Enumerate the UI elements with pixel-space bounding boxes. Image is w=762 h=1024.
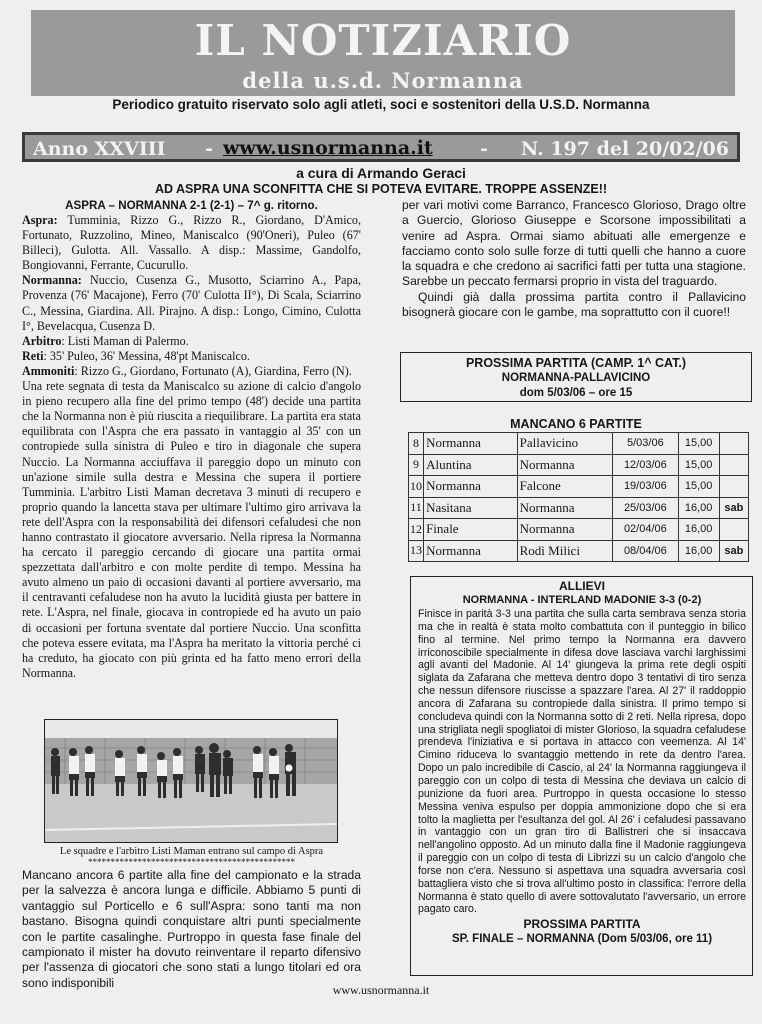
goals-line: Reti: 35' Puleo, 36' Messina, 48'pt Maniscalco. (22, 348, 250, 363)
table-row: 9 Aluntina Normanna 12/03/06 15,00 (409, 454, 749, 476)
allievi-title: ALLIEVI (558, 579, 605, 593)
main-headline: AD ASPRA UNA SCONFITTA CHE SI POTEVA EVITARE. TROPPE ASSENZE!! (154, 182, 608, 196)
website-link[interactable]: www.usnormanna.it (223, 137, 433, 159)
next-match-title: PROSSIMA PARTITA (CAMP. 1^ CAT.) (465, 356, 687, 370)
table-row: 10 Normanna Falcone 19/03/06 15,00 (409, 476, 749, 498)
issue-number: N. 197 del 20/02/06 (520, 138, 729, 160)
players-entering-field-image (45, 720, 337, 842)
allievi-report-body: Finisce in parità 3-3 una partita che sulla carta sembrava senza storia ma che in realtà è stata molto combattuta con il punteggio in bilico fino al termine. Nel primo tempo la Normanna era davvero irriconoscibile specialmente in difesa dove lasciava varchi larghissimi agli avanti del Madonie. Al 14' giungeva la prima rete degli ospiti siglata da Zafarana che metteva dentro dopo 3 tentativi di tiro senza che nessun difensore riuscisse a spazzare l'area. Al 27' il raddoppio ancora di Zafarana su contropiede dalla sinistra. Il primo tempo si concludeva quindi con la Normanna sotto di 2 reti. Nella ripresa, dopo una strigliata negli spogliatoi di mister Glorioso, la squadra cefaludese prendeva l'iniziativa e si portava in attacco con veemenza. Al 14' Cimino riduceva lo svantaggio mettendo in rete da dentro l'area. Dopo un palo incredibile di Cascio, al 24' la Normanna raggiungeva il pareggio con un colpo di testa di Messina che deviava un calcio di punizione da fuori area. Purtroppo in questa occasione lo stesso Messina veniva espulso per doppia ammonizione dopo che si era tolto la maglietta per l'esultanza del gol. Al 26' i cefaludesi passavano in vantaggio con un gran tiro di Ballistreri che si insaccava nell'angolino opposto. Ad un minuto dalla fine il Madonie raggiungeva il pareggio con un colpo di testa di Librizzi su un calcio d'angolo che forse non c'era. Nessuno si aspettava una squadra avversaria così battagliera visto che si trova all'ultimo posto in classifica: l'errore della Normanna è stato quello di avere sottovalutato l'avversario, un errore pagato caro. (418, 608, 746, 916)
section-divider: ********************************************** (88, 857, 295, 867)
next-match-box (400, 352, 752, 402)
allievi-match-line: NORMANNA - INTERLAND MADONIE 3-3 (0-2) (462, 594, 702, 606)
match-report (22, 198, 361, 681)
newspaper-title: IL NOTIZIARIO (194, 16, 572, 65)
table-row: 12 Finale Normanna 02/04/06 16,00 (409, 519, 749, 541)
table-row: 13 Normanna Rodì Milici 08/04/06 16,00 sab (409, 540, 749, 562)
lineup-aspra: Aspra: Tumminia, Rizzo G., Rizzo R., Giordano, D'Amico, Fortunato, Ruzzolino, Mineo, Maniscalco (90'Oneri), Puleo (67' Billeci), Gulotta. All. Vassallo. A disp.: Massime, Gandolfo, Bongiovanni, Ferrante, Cucurullo. (22, 213, 361, 273)
season-outlook-text: Mancano ancora 6 partite alla fine del campionato e la strada per la salvezza è ancora lunga e difficile. Abbiamo 5 punti di vantaggio sul Porticello e 6 sull'Aspra: sono tanti ma non bastano. Bisogna quindi conquistare altri punti specialmente con le partite casalinghe. Purtroppo in questa fase finale del campionato il mister ha dovuto reinventare il reparto difensivo per l'assenza di giocatori che sono stati a lungo titolari ed ora sono indisponibili (22, 868, 361, 990)
outlook-paragraph-1: per vari motivi come Barranco, Francesco Glorioso, Drago oltre a Guercio, Glorioso Giuseppe e Scorsone impossibilitati a venire ad Aspra. Ormai siamo abituati alle emergenze e facciamo conto solo sulle forze di tutti quelli che hanno a cuore la squadra e che credono ai sacrifici fatti per tutta una stagione. Sarebbe un peccato fermarsi proprio in vista del traguardo. (402, 198, 746, 289)
table-row: 11 Nasitana Normanna 25/03/06 16,00 sab (409, 497, 749, 519)
match-report-body: Una rete segnata di testa da Maniscalco su azione di calcio d'angolo in pieno recupero alla fine del primo tempo (48') decide una partita che la Normanna non è più riuscita a riequilibrare. La partita era stata equilibrata con l'Aspra che era passato in vantaggio al 35' con un contropiede sulla sinistra di Puleo e tiro in diagonale che supera Nuccio. La Normanna acciuffava il pareggio dopo un minuto con un'azione simile sulla destra e Messina che supera il portiere Tumminia. L'arbitro Listi Maman decretava 3 minuti di recupero e proprio quando la lancetta stava per ultimare l'ultimo giro arrivava la rete dell'Aspra con la responsabilità dei difensori cefaludesi che non hanno contrastato il giocatore avversario. Nella ripresa la Normanna ha cercato il pareggio cercando di giocare una partita ormai spezzettata dall'arbitro e con molte perdite di tempo. Messina ha avuto almeno un paio di occasioni davanti al portiere avversario, ma il centravanti cefaludese non ha avuto la lucidità giusta per battere in rete. L'Aspra, nel finale, giocava in contropiede ed ha avuto un paio di occasioni per fortuna sventate dal portiere Nuccio. Una sconfitta che poteva essere evitata, ma l'Aspra ha meritato la vittoria perché ci ha creduto, ha giocato con più grinta ed ha fatto meno errori della Normanna. (22, 379, 361, 680)
tagline: Periodico gratuito riservato solo agli atleti, soci e sostenitori della U.S.D. Normanna (112, 97, 650, 112)
outlook-paragraph-2: Quindi già dalla prossima partita contro il Pallavicino bisognerà giocare con le gambe, ma soprattutto con il cuore!! (402, 289, 746, 320)
schedule-title: MANCANO 6 PARTITE (510, 417, 642, 431)
allievi-report-box (410, 576, 753, 976)
next-match-teams: NORMANNA-PALLAVICINO (501, 372, 651, 384)
allievi-next-title: PROSSIMA PARTITA (523, 917, 641, 932)
newspaper-subtitle: della u.s.d. Normanna (242, 68, 524, 93)
issue-separator: - (205, 138, 213, 160)
footer-website-link[interactable]: www.usnormanna.it (332, 983, 430, 997)
issue-separator: - (480, 138, 488, 160)
next-match-when: dom 5/03/06 – ore 15 (519, 387, 633, 399)
issue-bar (22, 132, 740, 162)
referee-line: Arbitro: Listi Maman di Palermo. (22, 333, 189, 348)
match-result-line: ASPRA – NORMANNA 2-1 (2-1) – 7^ g. ritorno. (65, 199, 318, 212)
allievi-next-match: SP. FINALE – NORMANNA (Dom 5/03/06, ore 11) (451, 933, 713, 946)
masthead (31, 10, 735, 96)
bookings-line: Ammoniti: Rizzo G., Giordano, Fortunato (A), Giardina, Ferro (N). (22, 363, 352, 378)
match-photo (44, 719, 338, 843)
table-row: 8 Normanna Pallavicino 5/03/06 15,00 (409, 433, 749, 455)
byline: a cura di Armando Geraci (296, 165, 466, 181)
season-outlook-continued (402, 198, 746, 320)
schedule-table (408, 432, 749, 562)
issue-year: Anno XXVIII (33, 138, 166, 160)
photo-caption: Le squadre e l'arbitro Listi Maman entrano sul campo di Aspra (59, 846, 324, 857)
lineup-normanna: Normanna: Nuccio, Cusenza G., Musotto, Sciarrino A., Papa, Provenza (76' Macajone), Ferro (70' Culotta II°), Di Scala, Sciarrino C., Messina, Giardina. All. Pirajno. A disp.: Longo, Cimino, Culotta I°, Bevelacqua, Cusenza D. (22, 273, 361, 333)
